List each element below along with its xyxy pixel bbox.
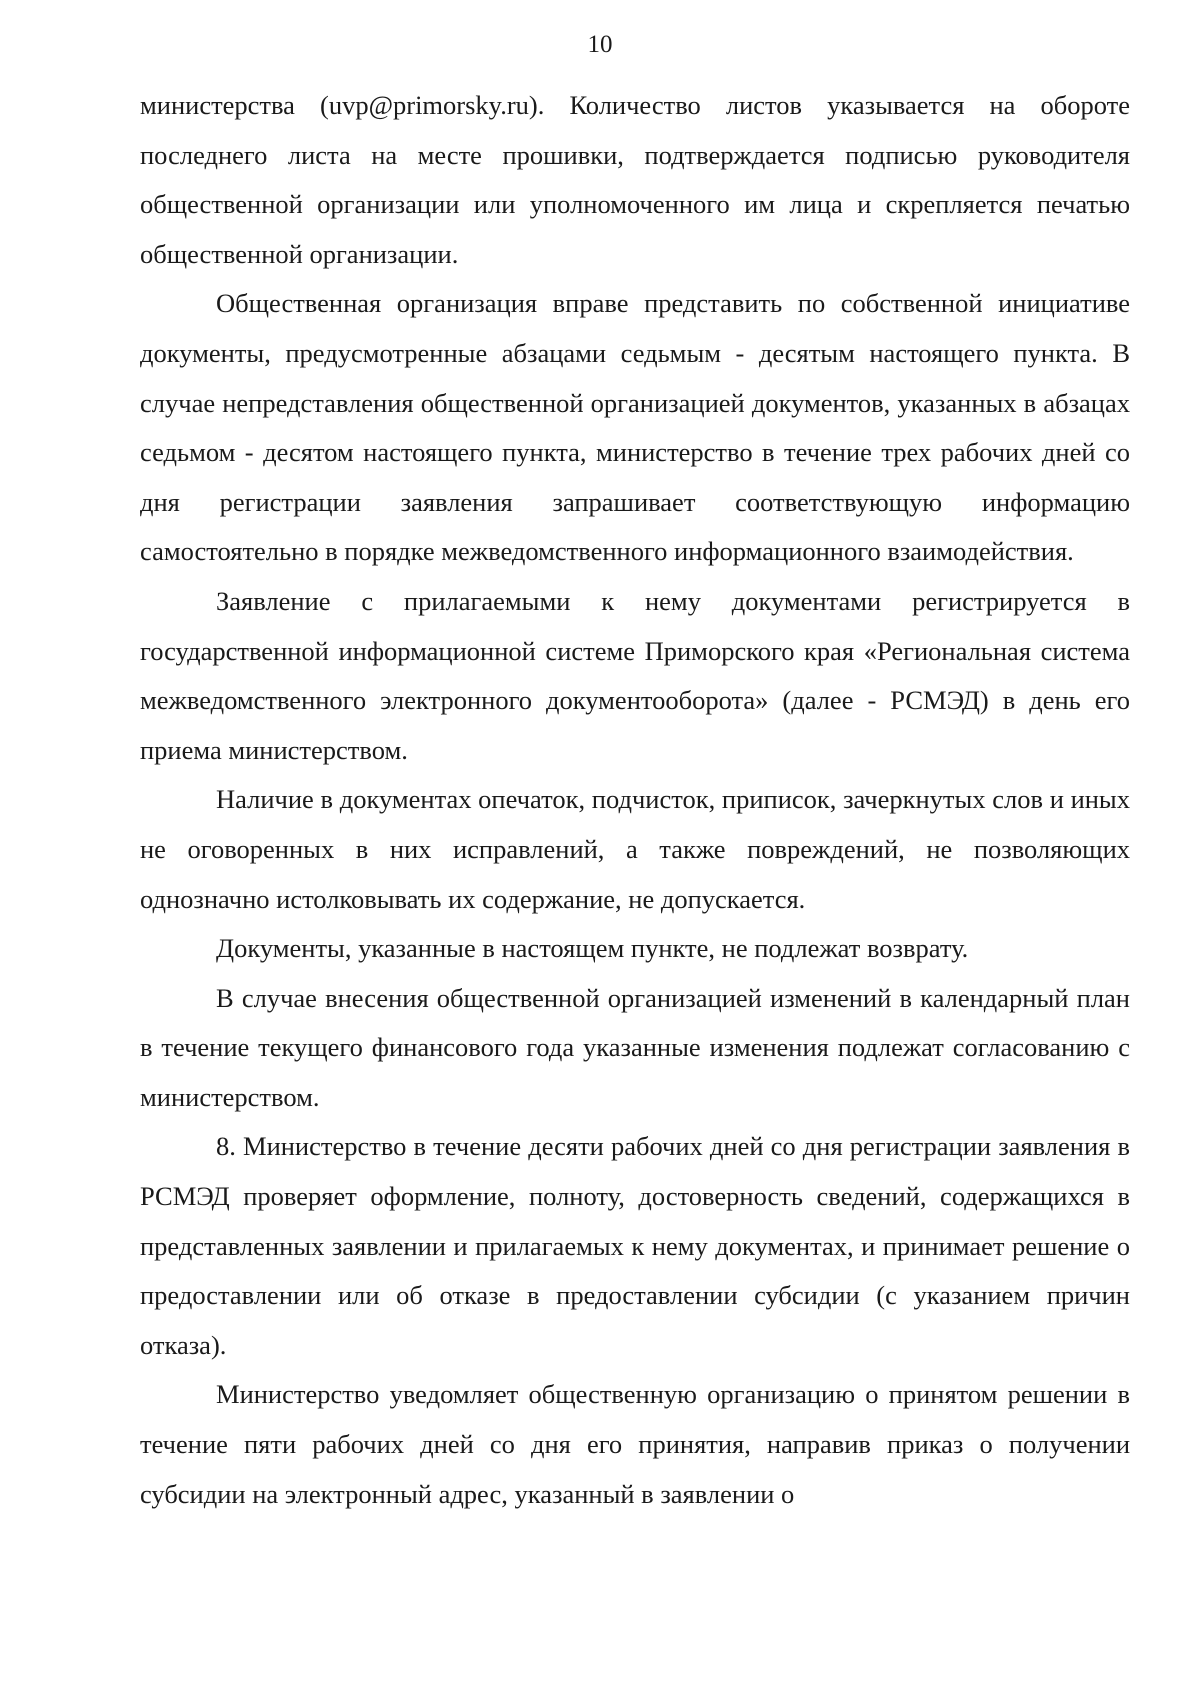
paragraph-no-return: Документы, указанные в настоящем пункте, не подлежат возврату.	[216, 933, 969, 964]
paragraph-notification: Министерство уведомляет общественную организацию о принятом решении в течение пяти рабочих дней со дня его принятия, направив приказ о получении субсидии на электронный адрес, указанный в заявлении о	[140, 1379, 1130, 1509]
paragraph-corrections-not-allowed: Наличие в документах опечаток, подчисток, приписок, зачеркнутых слов и иных не оговоренных в них исправлений, а также повреждений, не позволяющих однозначно истолковывать их содержание, не допускается.	[140, 784, 1130, 914]
document-body	[140, 81, 1130, 1519]
paragraph-continuation: министерства (uvp@primorsky.ru). Количество листов указывается на обороте последнего листа на месте прошивки, подтверждается подписью руководителя общественной организации или уполномоченного им лица и скрепляется печатью общественной организации.	[140, 90, 1130, 269]
paragraph-calendar-plan-changes: В случае внесения общественной организацией изменений в календарный план в течение текущего финансового года указанные изменения подлежат согласованию с министерством.	[140, 982, 1130, 1112]
paragraph-item-8-review: 8. Министерство в течение десяти рабочих дней со дня регистрации заявления в РСМЭД проверяет оформление, полноту, достоверность сведений, содержащихся в представленных заявлении и прилагаемых к нему документах, и принимает решение о предоставлении или об отказе в предоставлении субсидии (с указанием причин отказа).	[140, 1131, 1130, 1360]
paragraph-application-registration: Заявление с прилагаемыми к нему документами регистрируется в государственной информационной системе Приморского края «Региональная система межведомственного электронного документооборота» (далее - РСМЭД) в день его приема министерством.	[140, 585, 1130, 765]
paragraph-own-initiative-documents: Общественная организация вправе представить по собственной инициативе документы, предусмотренные абзацами седьмым - десятым настоящего пункта. В случае непредставления общественной организацией документов, указанных в абзацах седьмом - десятом настоящего пункта, министерство в течение трех рабочих дней со дня регистрации заявления запрашивает соответствующую информацию самостоятельно в порядке межведомственного информационного взаимодействия.	[140, 288, 1130, 567]
page-number: 10	[587, 31, 613, 58]
